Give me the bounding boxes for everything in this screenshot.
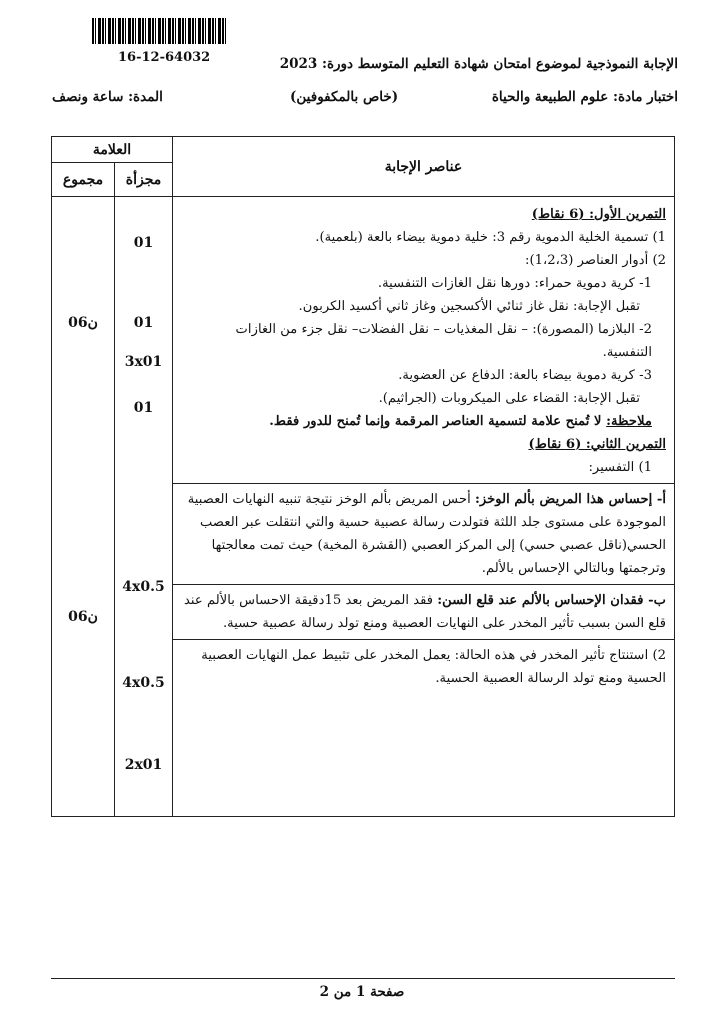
answer-header: عناصر الإجابة xyxy=(173,137,675,197)
ex2-part-a-label: أ- إحساس هذا المريض بألم الوخز: xyxy=(474,492,666,507)
ex1-total-mark: 06ن xyxy=(68,315,98,331)
mark-4: 01 xyxy=(133,400,154,416)
ex2-total-mark: 06ن xyxy=(68,609,98,625)
mark-2: 01 xyxy=(133,315,154,331)
total-column xyxy=(52,197,115,817)
ex2-part-b xyxy=(183,589,666,635)
ex1-note-label: ملاحظة: xyxy=(606,414,652,429)
ex2-title: التمرين الثاني: (6 نقاط) xyxy=(528,437,666,452)
mark-1: 01 xyxy=(133,235,154,251)
ex1-item-1-accept: تقبل الإجابة: نقل غاز ثنائي الأكسجين وغاز ثاني أكسيد الكربون. xyxy=(298,299,640,314)
ex2-q2: 2) استنتاج تأثير المخدر في هذه الحالة: يعمل المخدر على تثبيط عمل النهايات العصبية الحسية ومنع تولد الرسالة العصبية الحسية. xyxy=(201,648,666,686)
ex2-part-a-text: أحس المريض بألم الوخز نتيجة تنبيه النهايات العصبية الموجودة على مستوى جلد اللثة فتولدت رسالة عصبية حسية والتي انتقلت عبر العصب الحسي(ناقل عصبي حسي) إلى المركز العصبي (القشرة المخية) حيث تمت معالجتها وترجمتها وبالتالي الإحساس بالألم. xyxy=(187,492,666,576)
mark-3: 3x01 xyxy=(124,354,163,370)
partial-column xyxy=(115,197,173,817)
divider xyxy=(173,639,674,640)
ex1-q1: 1) تسمية الخلية الدموية رقم 3: خلية دموية بيضاء بالعة (بلعمية). xyxy=(315,230,666,245)
duration-label: المدة: ساعة ونصف xyxy=(52,89,163,105)
barcode-image xyxy=(92,18,228,44)
ex1-q2: 2) أدوار العناصر (1،2،3): xyxy=(525,253,666,268)
answer-content xyxy=(173,197,675,817)
ex2-q1: 1) التفسير: xyxy=(588,460,652,475)
footer-divider xyxy=(51,978,675,979)
mark-6: 4x0.5 xyxy=(122,675,165,691)
divider xyxy=(173,483,674,484)
ex1-item-2: 2- البلازما (المصورة): – نقل المغذيات – نقل الفضلات– نقل جزء من الغازات التنفسية. xyxy=(235,322,652,360)
mark-5: 4x0.5 xyxy=(122,579,165,595)
ex2-part-a xyxy=(183,488,666,580)
page-number: صفحة 1 من 2 xyxy=(319,984,405,1000)
mark-header: العلامة xyxy=(52,137,173,163)
ex1-item-1: 1- كرية دموية حمراء: دورها نقل الغازات التنفسية. xyxy=(377,276,652,291)
special-label: (خاص بالمكفوفين) xyxy=(290,89,399,105)
divider xyxy=(173,584,674,585)
answer-table xyxy=(51,136,675,817)
page-title: الإجابة النموذجية لموضوع امتحان شهادة التعليم المتوسط دورة: 2023 xyxy=(279,56,678,72)
ex1-note xyxy=(183,410,666,433)
mark-7: 2x01 xyxy=(124,757,163,773)
subject-label: اختبار مادة: علوم الطبيعة والحياة xyxy=(491,89,678,105)
ex2-part-b-label: ب- فقدان الإحساس بالألم عند قلع السن: xyxy=(437,593,666,608)
ex2-part-b-text: فقد المريض بعد 15دقيقة الاحساس بالألم عند قلع السن بسبب تأثير المخدر على النهايات العصبية ومنع تولد رسالة عصبية حسية. xyxy=(184,593,666,631)
ex1-note-text: لا تُمنح علامة لتسمية العناصر المرقمة وإنما تُمنح للدور فقط. xyxy=(269,414,607,429)
ex1-item-3-accept: تقبل الإجابة: القضاء على الميكروبات (الجراثيم). xyxy=(378,391,640,406)
total-header: مجموع xyxy=(52,163,115,197)
document-code: 16-12-64032 xyxy=(118,50,211,65)
ex1-item-3: 3- كرية دموية بيضاء بالعة: الدفاع عن العضوية. xyxy=(398,368,652,383)
ex1-title: التمرين الأول: (6 نقاط) xyxy=(531,207,666,222)
partial-header: مجزأة xyxy=(115,163,173,197)
